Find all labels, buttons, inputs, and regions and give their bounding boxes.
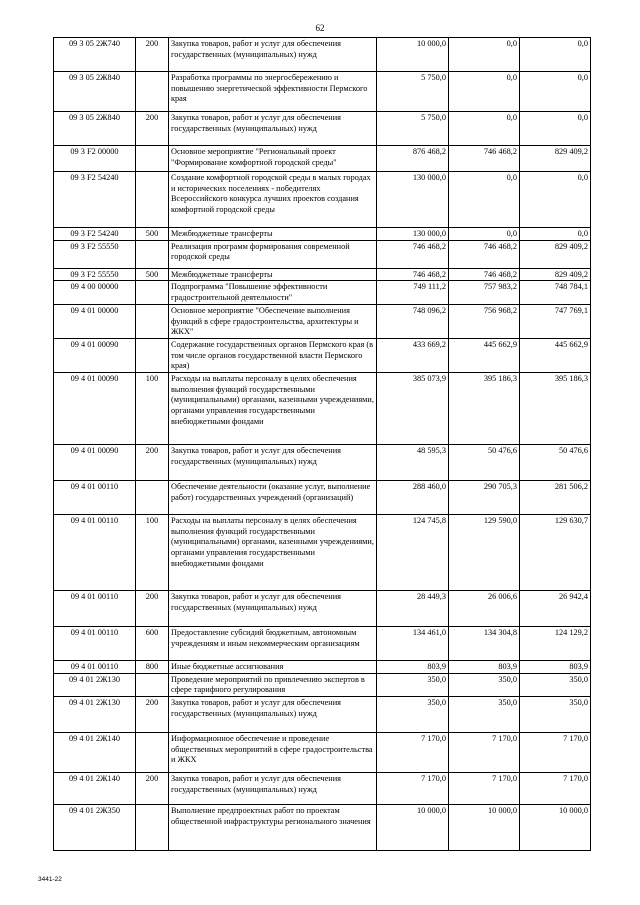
table-row	[54, 481, 591, 515]
cell-code: 09 3 F2 55550	[54, 240, 136, 268]
cell-name: Расходы на выплаты персоналу в целях обеспечения выполнения функций государственными (муниципальными) органами, казенными учреждениями, органами управления государственными внебюджетными фондами	[169, 373, 377, 445]
cell-amount-1: 5 750,0	[377, 72, 449, 112]
cell-amount-1: 746 468,2	[377, 240, 449, 268]
cell-name: Проведение мероприятий по привлечению экспертов в сфере тарифного регулирования	[169, 673, 377, 696]
cell-amount-3: 747 769,1	[520, 305, 591, 339]
cell-expense-type	[136, 281, 169, 305]
cell-code: 09 4 01 2Ж140	[54, 732, 136, 772]
cell-amount-3: 10 000,0	[520, 804, 591, 850]
cell-name: Межбюджетные трансферты	[169, 268, 377, 281]
table-row	[54, 696, 591, 732]
cell-code: 09 4 01 2Ж130	[54, 673, 136, 696]
cell-amount-1: 749 111,2	[377, 281, 449, 305]
cell-amount-2: 746 468,2	[449, 240, 520, 268]
cell-amount-3: 395 186,3	[520, 373, 591, 445]
cell-expense-type: 200	[136, 696, 169, 732]
table-row	[54, 732, 591, 772]
cell-amount-1: 28 449,3	[377, 591, 449, 627]
table-row	[54, 268, 591, 281]
cell-amount-3: 0,0	[520, 172, 591, 228]
cell-amount-1: 5 750,0	[377, 112, 449, 146]
cell-amount-3: 0,0	[520, 38, 591, 72]
cell-name: Закупка товаров, работ и услуг для обеспечения государственных (муниципальных) нужд	[169, 38, 377, 72]
cell-expense-type	[136, 305, 169, 339]
cell-amount-3: 748 784,1	[520, 281, 591, 305]
cell-expense-type	[136, 732, 169, 772]
cell-amount-3: 829 409,2	[520, 146, 591, 172]
cell-expense-type: 200	[136, 772, 169, 804]
cell-amount-1: 433 669,2	[377, 339, 449, 373]
cell-expense-type: 100	[136, 515, 169, 591]
cell-code: 09 3 05 2Ж740	[54, 38, 136, 72]
cell-name: Закупка товаров, работ и услуг для обеспечения государственных (муниципальных) нужд	[169, 591, 377, 627]
cell-amount-3: 445 662,9	[520, 339, 591, 373]
cell-amount-1: 385 073,9	[377, 373, 449, 445]
cell-expense-type	[136, 240, 169, 268]
cell-code: 09 4 01 00090	[54, 339, 136, 373]
cell-amount-3: 0,0	[520, 228, 591, 241]
cell-name: Иные бюджетные ассигнования	[169, 661, 377, 674]
cell-amount-2: 7 170,0	[449, 732, 520, 772]
table-row	[54, 339, 591, 373]
cell-amount-1: 7 170,0	[377, 732, 449, 772]
cell-amount-2: 129 590,0	[449, 515, 520, 591]
table-row	[54, 228, 591, 241]
cell-amount-1: 48 595,3	[377, 445, 449, 481]
cell-amount-2: 0,0	[449, 38, 520, 72]
cell-amount-3: 829 409,2	[520, 240, 591, 268]
cell-expense-type	[136, 172, 169, 228]
cell-amount-2: 290 705,3	[449, 481, 520, 515]
table-row	[54, 172, 591, 228]
cell-amount-2: 395 186,3	[449, 373, 520, 445]
cell-amount-2: 50 476,6	[449, 445, 520, 481]
cell-name: Обеспечение деятельности (оказание услуг, выполнение работ) государственных учреждений (организаций)	[169, 481, 377, 515]
cell-amount-2: 803,9	[449, 661, 520, 674]
cell-expense-type: 800	[136, 661, 169, 674]
cell-amount-3: 0,0	[520, 112, 591, 146]
cell-amount-2: 10 000,0	[449, 804, 520, 850]
page-number: 62	[315, 23, 325, 33]
cell-name: Реализация программ формирования современной городской среды	[169, 240, 377, 268]
cell-amount-3: 350,0	[520, 673, 591, 696]
cell-expense-type	[136, 146, 169, 172]
cell-code: 09 4 01 2Ж140	[54, 772, 136, 804]
cell-name: Содержание государственных органов Пермского края (в том числе органов государственной власти Пермского края)	[169, 339, 377, 373]
cell-amount-2: 445 662,9	[449, 339, 520, 373]
cell-name: Закупка товаров, работ и услуг для обеспечения государственных (муниципальных) нужд	[169, 445, 377, 481]
cell-amount-1: 876 468,2	[377, 146, 449, 172]
cell-code: 09 4 01 00090	[54, 373, 136, 445]
cell-amount-1: 130 000,0	[377, 172, 449, 228]
cell-amount-3: 0,0	[520, 72, 591, 112]
cell-expense-type: 200	[136, 112, 169, 146]
cell-name: Выполнение предпроектных работ по проектам общественной инфраструктуры регионального значения	[169, 804, 377, 850]
table-row	[54, 591, 591, 627]
cell-amount-1: 288 460,0	[377, 481, 449, 515]
cell-amount-1: 748 096,2	[377, 305, 449, 339]
cell-amount-3: 7 170,0	[520, 772, 591, 804]
cell-amount-2: 134 304,8	[449, 627, 520, 661]
cell-code: 09 4 01 2Ж130	[54, 696, 136, 732]
cell-expense-type: 200	[136, 445, 169, 481]
table-row	[54, 772, 591, 804]
cell-name: Основное мероприятие "Обеспечение выполнения функций в сфере градостроительства, архитектуры и ЖКХ"	[169, 305, 377, 339]
cell-code: 09 4 01 00110	[54, 481, 136, 515]
cell-amount-3: 829 409,2	[520, 268, 591, 281]
cell-expense-type: 100	[136, 373, 169, 445]
cell-code: 09 3 05 2Ж840	[54, 112, 136, 146]
cell-expense-type: 200	[136, 591, 169, 627]
cell-amount-1: 350,0	[377, 696, 449, 732]
cell-name: Разработка программы по энергосбережению и повышению энергетической эффективности Пермского края	[169, 72, 377, 112]
cell-amount-3: 350,0	[520, 696, 591, 732]
budget-table	[53, 37, 591, 851]
cell-name: Расходы на выплаты персоналу в целях обеспечения выполнения функций государственными (муниципальными) органами, казенными учреждениями, органами управления государственными внебюджетными фондами	[169, 515, 377, 591]
cell-amount-1: 803,9	[377, 661, 449, 674]
cell-name: Создание комфортной городской среды в малых городах и исторических поселениях - победителях Всероссийского конкурса лучших проектов создания комфортной городской среды	[169, 172, 377, 228]
table-row	[54, 305, 591, 339]
cell-code: 09 3 F2 55550	[54, 268, 136, 281]
cell-amount-2: 350,0	[449, 673, 520, 696]
cell-name: Закупка товаров, работ и услуг для обеспечения государственных (муниципальных) нужд	[169, 696, 377, 732]
cell-code: 09 3 F2 54240	[54, 172, 136, 228]
cell-amount-2: 0,0	[449, 172, 520, 228]
cell-expense-type	[136, 72, 169, 112]
cell-amount-1: 134 461,0	[377, 627, 449, 661]
budget-table-body	[54, 38, 591, 851]
cell-code: 09 3 F2 00000	[54, 146, 136, 172]
cell-amount-3: 129 630,7	[520, 515, 591, 591]
table-row	[54, 373, 591, 445]
cell-name: Предоставление субсидий бюджетным, автономным учреждениям и иным некоммерческим организациям	[169, 627, 377, 661]
cell-code: 09 4 01 00110	[54, 661, 136, 674]
footer-document-code: 3441-22	[38, 876, 62, 883]
cell-name: Закупка товаров, работ и услуг для обеспечения государственных (муниципальных) нужд	[169, 772, 377, 804]
cell-name: Основное мероприятие "Региональный проект "Формирование комфортной городской среды"	[169, 146, 377, 172]
cell-expense-type	[136, 481, 169, 515]
cell-expense-type	[136, 804, 169, 850]
cell-amount-3: 26 942,4	[520, 591, 591, 627]
cell-code: 09 4 01 00110	[54, 627, 136, 661]
cell-amount-3: 7 170,0	[520, 732, 591, 772]
cell-code: 09 4 01 00090	[54, 445, 136, 481]
cell-amount-2: 0,0	[449, 72, 520, 112]
cell-amount-3: 803,9	[520, 661, 591, 674]
cell-amount-1: 7 170,0	[377, 772, 449, 804]
cell-amount-2: 746 468,2	[449, 268, 520, 281]
table-row	[54, 112, 591, 146]
cell-amount-3: 281 506,2	[520, 481, 591, 515]
cell-amount-2: 757 983,2	[449, 281, 520, 305]
table-row	[54, 673, 591, 696]
table-row	[54, 38, 591, 72]
cell-amount-1: 350,0	[377, 673, 449, 696]
cell-code: 09 4 01 00000	[54, 305, 136, 339]
table-row	[54, 281, 591, 305]
cell-amount-1: 130 000,0	[377, 228, 449, 241]
cell-amount-1: 10 000,0	[377, 804, 449, 850]
cell-amount-2: 7 170,0	[449, 772, 520, 804]
cell-amount-2: 350,0	[449, 696, 520, 732]
cell-amount-2: 746 468,2	[449, 146, 520, 172]
cell-code: 09 4 01 00110	[54, 515, 136, 591]
cell-code: 09 4 01 00110	[54, 591, 136, 627]
cell-code: 09 4 00 00000	[54, 281, 136, 305]
table-row	[54, 72, 591, 112]
table-row	[54, 445, 591, 481]
cell-expense-type: 500	[136, 268, 169, 281]
cell-name: Подпрограмма "Повышение эффективности градостроительной деятельности"	[169, 281, 377, 305]
cell-expense-type: 500	[136, 228, 169, 241]
cell-amount-2: 26 006,6	[449, 591, 520, 627]
cell-amount-2: 756 968,2	[449, 305, 520, 339]
cell-expense-type: 600	[136, 627, 169, 661]
table-row	[54, 804, 591, 850]
cell-code: 09 4 01 2Ж350	[54, 804, 136, 850]
cell-amount-1: 10 000,0	[377, 38, 449, 72]
cell-amount-1: 124 745,8	[377, 515, 449, 591]
cell-name: Межбюджетные трансферты	[169, 228, 377, 241]
cell-expense-type	[136, 339, 169, 373]
table-row	[54, 240, 591, 268]
cell-name: Закупка товаров, работ и услуг для обеспечения государственных (муниципальных) нужд	[169, 112, 377, 146]
cell-code: 09 3 F2 54240	[54, 228, 136, 241]
cell-expense-type	[136, 673, 169, 696]
cell-code: 09 3 05 2Ж840	[54, 72, 136, 112]
cell-expense-type: 200	[136, 38, 169, 72]
cell-amount-3: 50 476,6	[520, 445, 591, 481]
cell-amount-3: 124 129,2	[520, 627, 591, 661]
cell-name: Информационное обеспечение и проведение общественных мероприятий в сфере градостроительства и ЖКХ	[169, 732, 377, 772]
cell-amount-2: 0,0	[449, 228, 520, 241]
table-row	[54, 661, 591, 674]
table-row	[54, 146, 591, 172]
cell-amount-1: 746 468,2	[377, 268, 449, 281]
table-row	[54, 627, 591, 661]
cell-amount-2: 0,0	[449, 112, 520, 146]
table-row	[54, 515, 591, 591]
